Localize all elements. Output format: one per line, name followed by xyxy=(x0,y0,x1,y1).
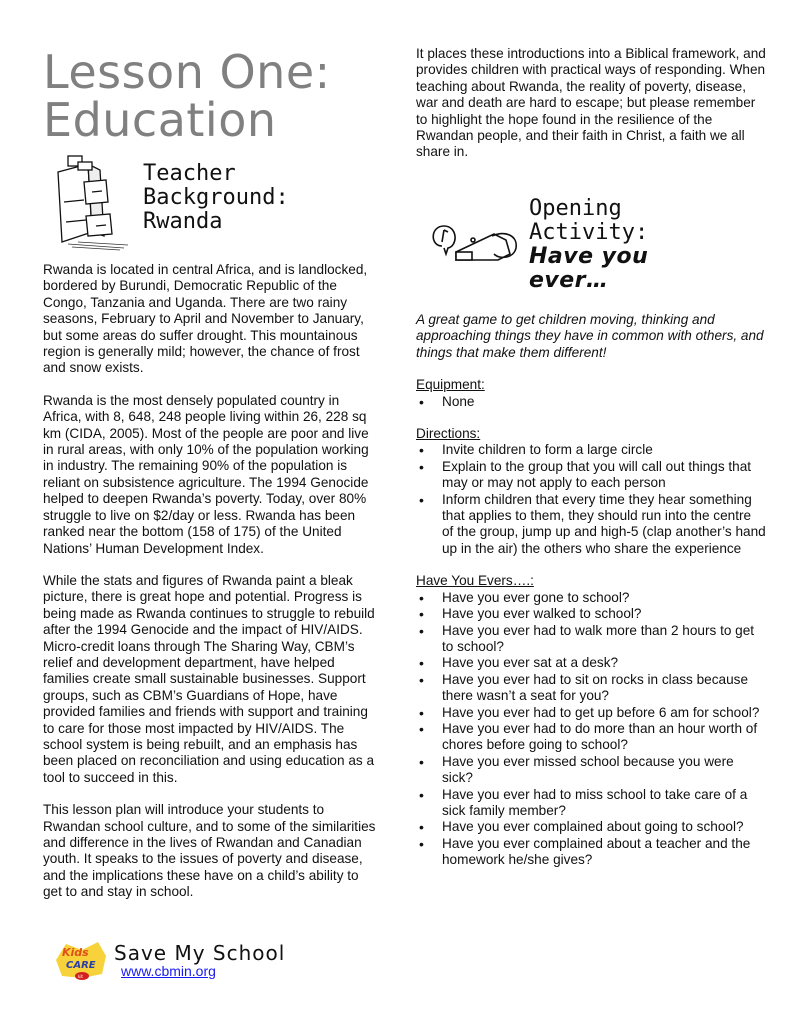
list-item: • Have you ever missed school because you were sick? xyxy=(416,754,766,787)
heading-line: Opening xyxy=(529,196,622,221)
paragraph: Rwanda is the most densely populated country in Africa, with 8, 648, 248 people living within 26, 228 sq km (CIDA, 2005). Most of the people are poor and live in rural areas, with only 10% of the population working in industry. The remaining 90% of the population is reliant on subsistence agriculture. The 1994 Genocide helped to deepen Rwanda’s poverty. Today, over 80% struggle to live on $2/day or less. Rwanda has been ranked near the bottom (158 of 175) of the United Nations’ Human Development Index. xyxy=(43,392,369,556)
opening-activity-heading xyxy=(529,197,648,293)
teacher-background-heading xyxy=(143,162,289,234)
page-title-line-2: Education xyxy=(43,93,277,147)
directions-list xyxy=(416,442,766,557)
continued-text xyxy=(416,46,766,161)
opening-activity-body xyxy=(416,312,766,869)
paragraph: This lesson plan will introduce your students to Rwandan school culture, and to some of the similarities and difference in the lives of Rwandan and Canadian youth. It speaks to the issues of poverty and disease, and the implications these have on a child’s ability to get to and stay in school. xyxy=(43,802,376,900)
whistle-icon xyxy=(428,220,526,272)
list-item: • Have you ever complained about going to school? xyxy=(416,819,766,835)
list-item: • Have you ever had to get up before 6 am for school? xyxy=(416,705,766,721)
heading-line: Activity: xyxy=(529,220,649,245)
page-title-line-1: Lesson One: xyxy=(43,45,331,99)
kids-care-kit-logo xyxy=(52,940,110,982)
equipment-list xyxy=(416,394,766,410)
paragraph: Rwanda is located in central Africa, and is landlocked, bordered by Burundi, Democratic Republic of the Congo, Tanzania and Uganda. There are two rainy seasons, February to April and November to January, but some areas do suffer drought. This mountainous region is generally mild; however, the chance of frost and snow exists. xyxy=(43,262,368,376)
heading-line-italic: ever… xyxy=(529,268,609,293)
paragraph: It places these introductions into a Biblical framework, and provides children with practical ways of responding. When teaching about Rwanda, the reality of poverty, disease, war and death are hard to escape; but please remember to highlight the hope found in the resilience of the Rwandan people, and their faith in Christ, a faith we all share in. xyxy=(416,46,766,160)
equipment-label: Equipment: xyxy=(416,377,485,393)
list-item: • Have you ever had to sit on rocks in class because there wasn’t a seat for you? xyxy=(416,672,766,705)
paragraph: While the stats and figures of Rwanda paint a bleak picture, there is great hope and potential. Progress is being made as Rwanda continues to struggle to rebuild after the 1994 Genocide and the impact of HIV/AIDS. Micro-credit loans through The Sharing Way, CBM’s relief and development department, have helped families create small sustainable businesses. Support groups, such as CBM’s Guardians of Hope, have provided families and friends with support and training to care for those most impacted by HIV/AIDS. The school system is being rebuilt, and an emphasis has been placed on reconciliation and using education as a tool to succeed in this. xyxy=(43,572,375,785)
filing-cabinet-icon xyxy=(48,152,130,252)
list-item: • Have you ever complained about a teacher and the homework he/she gives? xyxy=(416,836,766,869)
page-title xyxy=(43,45,331,147)
list-item: • Have you ever had to do more than an hour worth of chores before going to school? xyxy=(416,721,766,754)
list-item: • Have you ever walked to school? xyxy=(416,606,766,622)
list-item: • Have you ever sat at a desk? xyxy=(416,655,766,671)
svg-text:Kids: Kids xyxy=(62,946,89,959)
list-item: • Inform children that every time they hear something that applies to them, they should run into the centre of the group, jump up and high-5 (clap another’s hand up in the air) the others who share the experience xyxy=(416,492,766,558)
list-item: • None xyxy=(416,394,766,410)
list-item: • Explain to the group that you will call out things that may or may not apply to each person xyxy=(416,459,766,492)
teacher-background-body xyxy=(43,262,378,901)
list-item: • Have you ever had to walk more than 2 hours to get to school? xyxy=(416,623,766,656)
directions-label: Directions: xyxy=(416,426,481,442)
questions-label: Have You Evers….: xyxy=(416,573,534,589)
footer-title: Save My School xyxy=(114,941,286,965)
svg-text:CARE: CARE xyxy=(66,960,96,971)
svg-text:kit: kit xyxy=(78,974,83,979)
activity-intro: A great game to get children moving, thinking and approaching things they have in common with others, and things that make them different! xyxy=(416,312,764,360)
heading-line-italic: Have you xyxy=(529,244,649,269)
heading-line: Rwanda xyxy=(143,209,223,234)
heading-line: Teacher xyxy=(143,161,236,186)
questions-list xyxy=(416,590,766,869)
website-link[interactable]: www.cbmin.org xyxy=(121,963,216,979)
list-item: • Have you ever had to miss school to take care of a sick family member? xyxy=(416,787,766,820)
list-item: • Have you ever gone to school? xyxy=(416,590,766,606)
list-item: • Invite children to form a large circle xyxy=(416,442,766,458)
heading-line: Background: xyxy=(143,185,289,210)
